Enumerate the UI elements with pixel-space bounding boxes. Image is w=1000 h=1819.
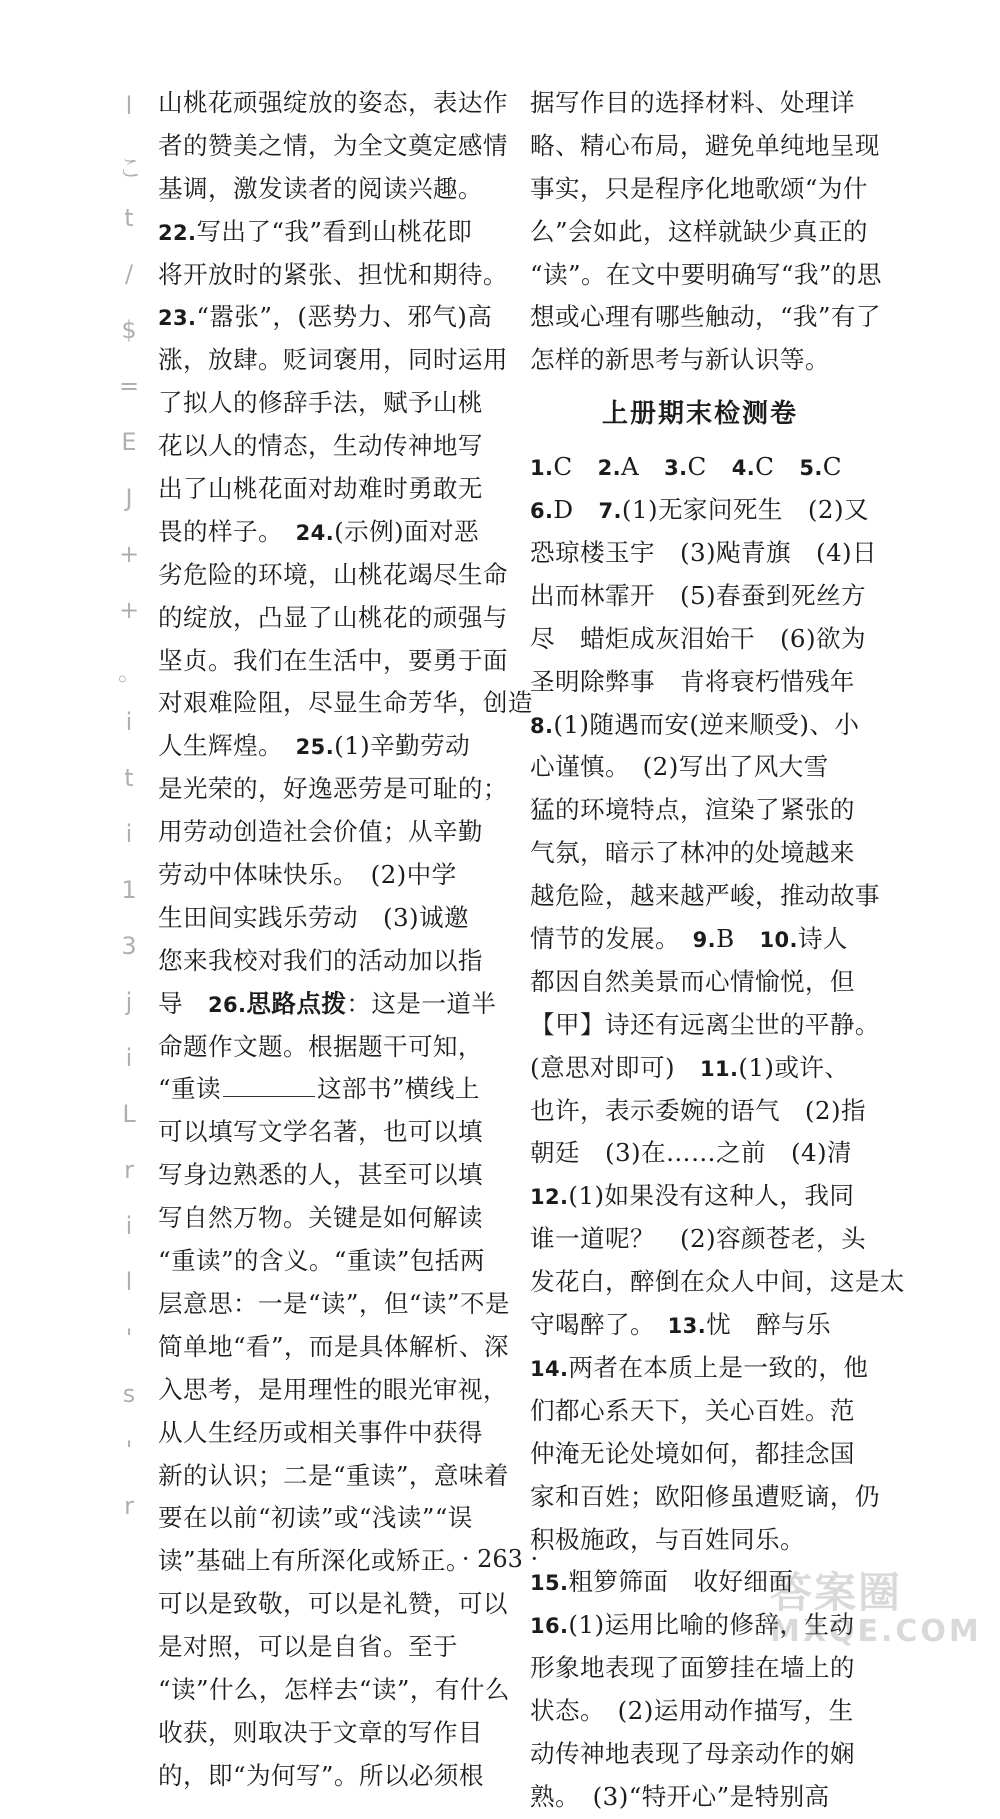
text-segment: 收获，则取决于文章的写作目 [158,1717,483,1747]
left-column-line [158,1583,508,1626]
left-column-line [158,1669,510,1712]
right-column-line [530,789,870,832]
bleed-glyph: j [125,988,133,1016]
right-column-line [530,168,870,211]
bleed-glyph: 3 [121,932,137,960]
text-segment: 对艰难险阻，尽显生命芳华，创造 [158,688,533,718]
right-column-line [530,661,870,704]
text-segment: 气氛，暗示了林冲的处境越来 [530,838,855,868]
text-segment: 都因自然美景而心情愉悦，但 [530,966,855,996]
right-column-line [530,1090,870,1133]
question-number: 22. [158,220,197,245]
text-segment: 想或心理有哪些触动，“我”有了 [530,302,881,332]
text-segment: 将开放时的紧张、担忧和期待。 [158,259,508,289]
right-column-line [530,211,870,254]
question-number: 8. [530,713,554,738]
text-segment: (意思对即可) [530,1052,700,1082]
text-segment: 基调，激发读者的阅读兴趣。 [158,173,483,203]
text-segment: 略、精心布局，避免单纯地呈现 [530,130,880,160]
left-column-line [158,125,508,168]
text-segment: 猛的环境特点，渲染了紧张的 [530,795,855,825]
text-segment: 粗箩筛面 收好细面 [568,1567,794,1597]
text-segment: 守喝醉了。 [530,1310,668,1340]
text-segment: 忧 醉与乐 [706,1310,832,1340]
text-segment: 这部书”横线上 [316,1074,480,1104]
left-column-line [158,983,497,1026]
left-column-line [158,468,493,511]
question-number: 13. [667,1314,707,1339]
text-segment: 可以是致敬，可以是礼赞，可以 [158,1589,508,1619]
text-segment: 者的赞美之情，为全文奠定感情 [158,130,508,160]
text-segment: 朝廷 (3)在……之前 (4)清 [530,1138,853,1168]
question-number: 26. [208,992,247,1017]
text-segment: (1)无家问死生 (2)又 [621,495,869,525]
text-segment: 读”基础上有所深化或矫正。 [158,1546,471,1576]
text-segment: 从人生经历或相关事件中获得 [158,1417,483,1447]
text-segment: 两者在本质上是一致的，他 [568,1352,869,1382]
page-number: · 263 · [461,1545,539,1573]
left-column-line [158,1412,493,1455]
right-column-line [530,1304,870,1347]
left-column-line [158,382,493,425]
question-number: 1. [530,456,554,481]
left-column-line [158,1755,493,1798]
text-segment: 新的认识；二是“重读”，意味着 [158,1460,509,1490]
left-column-line [158,1626,493,1669]
text-segment: (1)辛勤劳动 [334,731,471,761]
right-column-line [530,832,870,875]
bleed-glyph: l [125,1268,133,1296]
right-column-line [530,1647,870,1690]
right-column-line [530,875,880,918]
text-segment: 发花白，醉倒在众人中间，这是太 [530,1267,905,1297]
bleed-glyph: r [124,1492,134,1520]
left-column-line [158,1068,493,1111]
text-segment: 简单地“看”，而是具体解析、深 [158,1331,509,1361]
watermark-logo-text: 答案圈 [770,1568,903,1617]
left-column-line [158,811,493,854]
text-segment: 也许，表示委婉的语气 (2)指 [530,1095,866,1125]
text-segment: 的，即“为何写”。所以必须根 [158,1760,484,1790]
text-segment: 人生辉煌。 [158,731,296,761]
text-segment: 可以填写文学名著，也可以填 [158,1117,483,1147]
text-segment: 层意思：一是“读”，但“读”不是 [158,1288,510,1318]
right-column-line [530,489,870,532]
left-column-line [158,511,493,554]
right-column-line [530,532,878,575]
left-column-line [158,940,493,983]
question-number: 12. [530,1185,569,1210]
question-number: 11. [699,1056,739,1081]
question-number: 14. [530,1356,569,1381]
bleed-glyph: + [118,596,140,624]
text-segment: 是光荣的，好逸恶劳是可耻的； [158,774,508,804]
text-segment: 用劳动创造社会价值；从辛勤 [158,817,483,847]
bleed-glyph: i [125,708,133,736]
left-column-line [158,1197,493,1240]
text-segment: 了拟人的修辞手法，赋予山桃 [158,388,483,418]
bleed-glyph: t [124,764,134,792]
hint-label: 思路点拨 [246,988,347,1018]
question-number: 5. [799,456,823,481]
left-column-line [158,296,493,339]
text-segment: 谁一道呢？ (2)容颜苍老，头 [530,1224,866,1254]
text-segment: 是对照，可以是自省。至于 [158,1632,458,1662]
right-column-line [530,1733,870,1776]
text-segment: ：这是一道半 [346,988,497,1018]
question-number: 6. [530,499,554,524]
right-column-line [530,1690,870,1733]
right-column-line [530,1261,905,1304]
right-column-line [530,704,870,747]
right-column-line [530,1347,870,1390]
bleed-glyph: t [124,204,134,232]
text-segment: C [553,452,598,482]
bleed-glyph: ' [125,1436,133,1464]
text-segment: 恐琼楼玉宇 (3)飐青旗 (4)日 [530,538,878,568]
text-segment: “读”。在文中要明确写“我”的思 [530,259,882,289]
text-segment: 积极施政，与百姓同乐。 [530,1524,805,1554]
left-column-line [158,339,508,382]
text-segment: 心谨慎。 (2)写出了风大雪 [530,752,829,782]
text-segment: “嚣张”，(恶势力、邪气)高 [196,302,493,332]
left-column-line [158,1283,510,1326]
text-segment: C [822,452,842,482]
text-segment: (示例)面对恶 [334,516,480,546]
bleed-glyph: 1 [121,876,137,904]
text-segment: 【甲】诗还有远离尘世的平静。 [530,1009,880,1039]
text-segment: 怎样的新思考与新认识等。 [530,345,830,375]
text-segment: 出而林霏开 (5)春蚕到死丝方 [530,580,866,610]
left-column-line [158,768,508,811]
left-column-line [158,1369,508,1412]
bleed-glyph: $ [121,316,137,344]
bleed-glyph: r [124,1156,134,1184]
text-segment: 状态。 (2)运用动作描写，生 [530,1696,854,1726]
left-column-line [158,897,493,940]
bleed-glyph: i [125,1212,133,1240]
question-number: 2. [597,456,621,481]
left-column-line [158,640,508,683]
right-column-line [530,746,870,789]
text-segment: A [621,452,665,482]
text-segment: 们都心系天下，关心百姓。范 [530,1395,855,1425]
text-segment: 情节的发展。 [530,924,693,954]
text-segment: C [755,452,800,482]
text-segment: 入思考，是用理性的眼光审视， [158,1374,508,1404]
question-number: 10. [759,928,798,953]
question-number: 3. [664,456,688,481]
right-column-line [530,1476,880,1519]
watermark-url: MXQE.COM [770,1614,982,1649]
text-segment: 涨，放肆。贬词褒用，同时运用 [158,345,508,375]
text-segment: 生田间实践乐劳动 (3)诚邀 [158,902,469,932]
section-title [530,382,870,446]
right-column-line [530,125,880,168]
right-column-line [530,918,870,961]
text-segment: 圣明除弊事 肯将衰朽惜残年 [530,666,855,696]
text-segment: 尽 蜡炬成灰泪始干 (6)欲为 [530,623,866,653]
left-column-line [158,254,508,297]
bleed-glyph: + [118,540,140,568]
text-segment: C [687,452,732,482]
text-segment: 写身边熟悉的人，甚至可以填 [158,1160,483,1190]
right-column-line [530,1390,870,1433]
text-segment: 导 [158,988,208,1018]
right-column-line [530,1132,870,1175]
text-segment: (1)运用比喻的修辞，生动 [568,1610,855,1640]
left-column-line [158,211,493,254]
right-column-line [530,618,870,661]
question-number: 25. [295,735,335,760]
text-segment: D [553,495,599,525]
left-column-line [158,1455,509,1498]
text-segment: 熟。 (3)“特开心”是特别高 [530,1781,830,1811]
left-column-line [158,1712,493,1755]
right-column-line [530,339,870,382]
text-segment: 命题作文题。根据题干可知， [158,1031,483,1061]
right-column-line [530,1776,870,1819]
text-segment: 事实，只是程序化地歌颂“为什 [530,173,868,203]
text-segment: 仲淹无论处境如何，都挂念国 [530,1438,855,1468]
text-segment: 出了山桃花面对劫难时勇敢无 [158,474,483,504]
bleed-glyph: i [125,1044,133,1072]
question-number: 24. [295,520,335,545]
text-segment: 越危险，越来越严峻，推动故事 [530,881,880,911]
text-segment: “重读”的含义。“重读”包括两 [158,1246,485,1276]
left-column-line [158,425,493,468]
blank-underline [223,1074,315,1097]
question-number: 15. [530,1571,569,1596]
left-column-line [158,1240,493,1283]
text-segment: 的绽放，凸显了山桃花的顽强与 [158,602,508,632]
right-column-line [530,446,870,489]
text-segment: 动传神地表现了母亲动作的娴 [530,1738,855,1768]
watermark-logo [770,1560,982,1649]
text-segment: 上册期末检测卷 [601,399,798,430]
right-column-line [530,1004,880,1047]
bleed-glyph: i [125,820,133,848]
text-segment: 形象地表现了面箩挂在墙上的 [530,1653,855,1683]
bleed-glyph: E [121,428,137,456]
left-column-line [158,682,533,725]
text-segment: “重读 [158,1074,221,1104]
right-column-line [530,1047,870,1090]
right-column-line [530,1218,870,1261]
bleed-glyph: J [125,484,133,512]
bleed-glyph: = [118,372,140,400]
text-segment: 诗人 [797,924,848,954]
text-segment: (1)如果没有这种人，我同 [568,1181,855,1211]
bleed-glyph: / [124,260,134,288]
text-segment: 畏的样子。 [158,516,296,546]
left-column-line [158,1026,493,1069]
right-column-line [530,254,882,297]
left-column-line [158,1326,509,1369]
left-column-line [158,597,508,640]
question-number: 16. [530,1614,569,1639]
left-column-line [158,82,508,125]
right-column-line [530,296,881,339]
text-segment: 家和百姓；欧阳修虽遭贬谪，仍 [530,1481,880,1511]
question-number: 7. [598,499,622,524]
text-segment: (1)或许、 [738,1052,850,1082]
left-column-line [158,725,493,768]
text-segment: “读”什么，怎样去“读”，有什么 [158,1674,510,1704]
left-column-line [158,1154,493,1197]
left-column-line [158,168,493,211]
left-column-line [158,854,493,897]
left-column-line [158,554,508,597]
text-segment: 写出了“我”看到山桃花即 [196,216,473,246]
question-number: 4. [731,456,756,481]
right-column-line [530,82,870,125]
bleed-glyph: 。 [118,658,142,686]
question-number: 9. [692,928,717,953]
bleed-glyph: ' [125,1324,133,1352]
bleed-glyph: l [125,92,133,120]
text-segment: 么”会如此，这样就缺少真正的 [530,216,868,246]
text-segment: 写自然万物。关键是如何解读 [158,1203,483,1233]
text-segment: 山桃花顽强绽放的姿态，表达作 [158,88,508,117]
text-segment: B [716,924,760,954]
question-number: 23. [158,306,197,331]
left-column-line [158,1497,493,1540]
bleed-through-margin [118,92,140,1572]
text-segment: 坚贞。我们在生活中，要勇于面 [158,645,508,675]
text-segment: (1)随遇而安(逆来顺受)、小 [553,709,860,739]
bleed-glyph: こ [118,154,142,182]
right-column-line [530,575,870,618]
left-column-line [158,1111,493,1154]
right-column-line [530,961,870,1004]
text-segment: 据写作目的选择材料、处理详 [530,88,855,117]
text-segment: 劳动中体味快乐。 (2)中学 [158,860,457,890]
text-segment: 要在以前“初读”或“浅读”“误 [158,1503,473,1533]
bleed-glyph: L [122,1100,136,1128]
text-segment: 劣危险的环境，山桃花竭尽生命 [158,559,508,589]
text-segment: 您来我校对我们的活动加以指 [158,945,483,975]
text-segment: 花以人的情态，生动传神地写 [158,431,483,461]
bleed-glyph: s [122,1380,136,1408]
right-column-line [530,1175,870,1218]
right-column-line [530,1433,870,1476]
